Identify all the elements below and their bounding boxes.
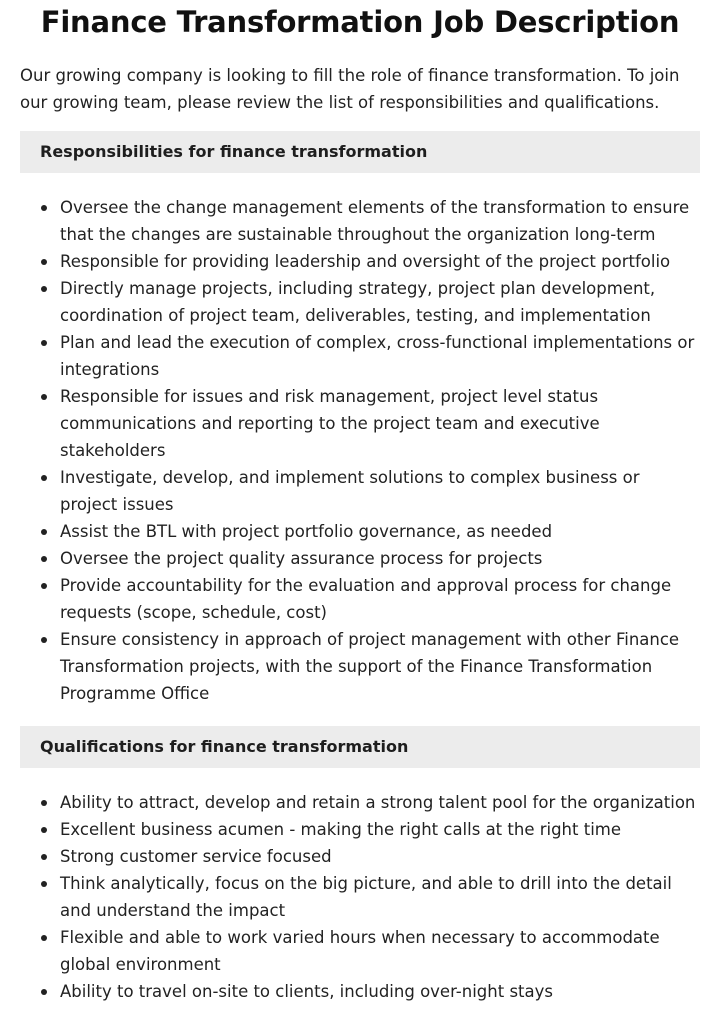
list-item-text: Ability to attract, develop and retain a strong talent pool for the organization xyxy=(60,793,696,812)
bullet-dot-icon xyxy=(41,881,47,887)
list-item-text: Oversee the project quality assurance process for projects xyxy=(60,549,543,568)
list-item-text: Ability to travel on-site to clients, including over-night stays xyxy=(60,982,553,1001)
list-item xyxy=(20,545,700,572)
bullet-dot-icon xyxy=(41,205,47,211)
list-item xyxy=(20,518,700,545)
bullet-dot-icon xyxy=(41,637,47,643)
bullet-dot-icon xyxy=(41,854,47,860)
list-item xyxy=(20,329,700,383)
list-item-text: Think analytically, focus on the big picture, and able to drill into the detail and understand the impact xyxy=(60,874,672,920)
list-item-text: Oversee the change management elements of the transformation to ensure that the changes are sustainable throughout the organization long-term xyxy=(60,198,690,244)
bullet-dot-icon xyxy=(41,286,47,292)
bullet-dot-icon xyxy=(41,827,47,833)
bullet-dot-icon xyxy=(41,394,47,400)
bullet-dot-icon xyxy=(41,583,47,589)
bullet-dot-icon xyxy=(41,529,47,535)
list-item-text: Investigate, develop, and implement solutions to complex business or project issues xyxy=(60,468,640,514)
list-item xyxy=(20,248,700,275)
list-item-text: Excellent business acumen - making the right calls at the right time xyxy=(60,820,622,839)
qualifications-heading: Qualifications for finance transformation xyxy=(20,726,700,768)
list-item-text: Flexible and able to work varied hours when necessary to accommodate global environment xyxy=(60,928,660,974)
responsibilities-list xyxy=(20,194,700,707)
list-item-text: Responsible for issues and risk management, project level status communications and reporting to the project team and executive stakeholders xyxy=(60,387,600,460)
bullet-dot-icon xyxy=(41,475,47,481)
bullet-dot-icon xyxy=(41,989,47,995)
bullet-dot-icon xyxy=(41,340,47,346)
page-title: Finance Transformation Job Description xyxy=(40,5,680,39)
list-item-text: Provide accountability for the evaluation and approval process for change requests (scope, schedule, cost) xyxy=(60,576,672,622)
list-item xyxy=(20,843,700,870)
list-item-text: Responsible for providing leadership and oversight of the project portfolio xyxy=(60,252,671,271)
list-item-text: Plan and lead the execution of complex, cross-functional implementations or integrations xyxy=(60,333,695,379)
list-item xyxy=(20,275,700,329)
list-item xyxy=(20,789,700,816)
list-item-text: Ensure consistency in approach of project management with other Finance Transformation projects, with the support of the Finance Transformation Programme Office xyxy=(60,630,680,703)
intro-paragraph: Our growing company is looking to fill the role of finance transformation. To join our growing team, please review the list of responsibilities and qualifications. xyxy=(20,66,680,112)
list-item-text: Strong customer service focused xyxy=(60,847,332,866)
list-item xyxy=(20,464,700,518)
list-item xyxy=(20,978,700,1005)
list-item xyxy=(20,924,700,978)
list-item xyxy=(20,870,700,924)
qualifications-list xyxy=(20,789,700,1005)
list-item xyxy=(20,194,700,248)
list-item xyxy=(20,572,700,626)
bullet-dot-icon xyxy=(41,556,47,562)
list-item xyxy=(20,383,700,464)
list-item-text: Directly manage projects, including strategy, project plan development, coordination of project team, deliverables, testing, and implementation xyxy=(60,279,656,325)
list-item xyxy=(20,816,700,843)
bullet-dot-icon xyxy=(41,800,47,806)
responsibilities-heading: Responsibilities for finance transformation xyxy=(20,131,700,173)
bullet-dot-icon xyxy=(41,935,47,941)
bullet-dot-icon xyxy=(41,259,47,265)
list-item xyxy=(20,626,700,707)
list-item-text: Assist the BTL with project portfolio governance, as needed xyxy=(60,522,553,541)
